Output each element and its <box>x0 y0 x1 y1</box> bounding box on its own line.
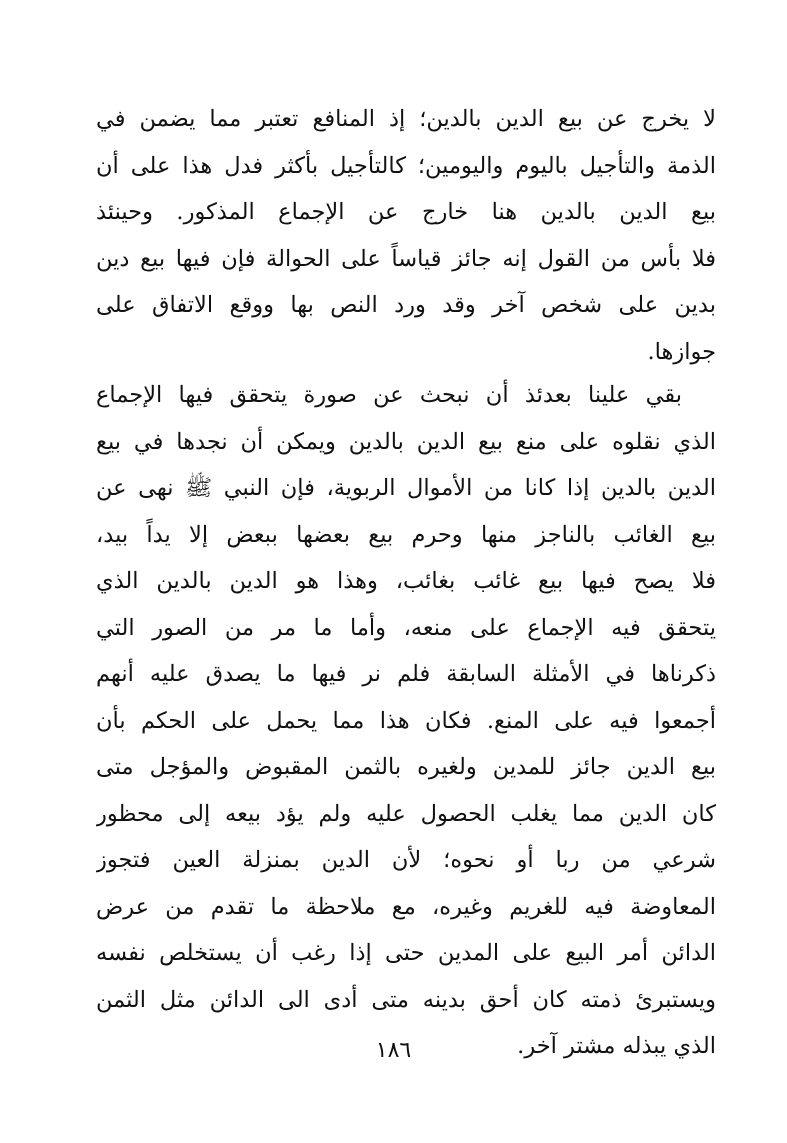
text-line: شرعي من ربا أو نحوه؛ لأن الدين بمنزلة العين فتجوز <box>96 847 716 873</box>
text-line: بيع الغائب بالناجز منها وحرم بيع بعضها ببعض إلا يداً بيد، <box>96 521 716 548</box>
text-line: بيع الدين جائز للمدين ولغيره بالثمن المقبوض والمؤجل متى <box>96 754 716 780</box>
text-line: بقي علينا بعدئذ أن نبحث عن صورة يتحقق فيها الإجماع <box>96 382 682 408</box>
text-line: الذي يبذله مشتر آخر. <box>517 1033 716 1059</box>
text-line: بدين على شخص آخر وقد ورد النص بها ووقع الاتفاق على <box>96 292 716 318</box>
paragraph <box>96 372 716 1070</box>
text-line: الدين بالدين إذا كانا من الأموال الربوية، فإن النبي ﷺ نهى عن <box>96 475 716 501</box>
text-line: أجمعوا فيه على المنع. فكان هذا مما يحمل على الحكم بأن <box>96 707 716 734</box>
text-line: جوازها. <box>647 338 716 365</box>
text-line: فلا بأس من القول إنه جائز قياساً على الحوالة فإن فيها بيع دين <box>96 245 716 272</box>
text-line: الذمة والتأجيل باليوم واليومين؛ كالتأجيل بأكثر فدل هذا على أن <box>96 152 716 179</box>
text-line: الذي نقلوه على منع بيع الدين بالدين ويمكن أن نجدها في بيع <box>96 428 716 455</box>
text-line: ذكرناها في الأمثلة السابقة فلم نر فيها ما يصدق عليه أنهم <box>96 661 716 687</box>
text-line: الدائن أمر البيع على المدين حتى إذا رغب أن يستخلص نفسه <box>96 940 716 966</box>
text-line: ويستبرئ ذمته كان أحق بدينه متى أدى الى الدائن مثل الثمن <box>96 986 716 1013</box>
text-line: بيع الدين بالدين هنا خارج عن الإجماع المذكور. وحينئذ <box>96 199 716 225</box>
text-line: فلا يصح فيها بيع غائب بغائب، وهذا هو الدين بالدين الذي <box>96 568 716 594</box>
text-line: لا يخرج عن بيع الدين بالدين؛ إذ المنافع تعتبر مما يضمن في <box>96 106 716 132</box>
text-line: كان الدين مما يغلب الحصول عليه ولم يؤد بيعه إلى محظور <box>96 800 716 827</box>
page-number: ١٨٦ <box>375 1038 412 1063</box>
text-line: المعاوضة فيه للغريم وغيره، مع ملاحظة ما تقدم من عرض <box>96 893 716 920</box>
paragraph <box>96 96 716 375</box>
text-line: يتحقق فيه الإجماع على منعه، وأما ما مر من الصور التي <box>96 614 716 641</box>
